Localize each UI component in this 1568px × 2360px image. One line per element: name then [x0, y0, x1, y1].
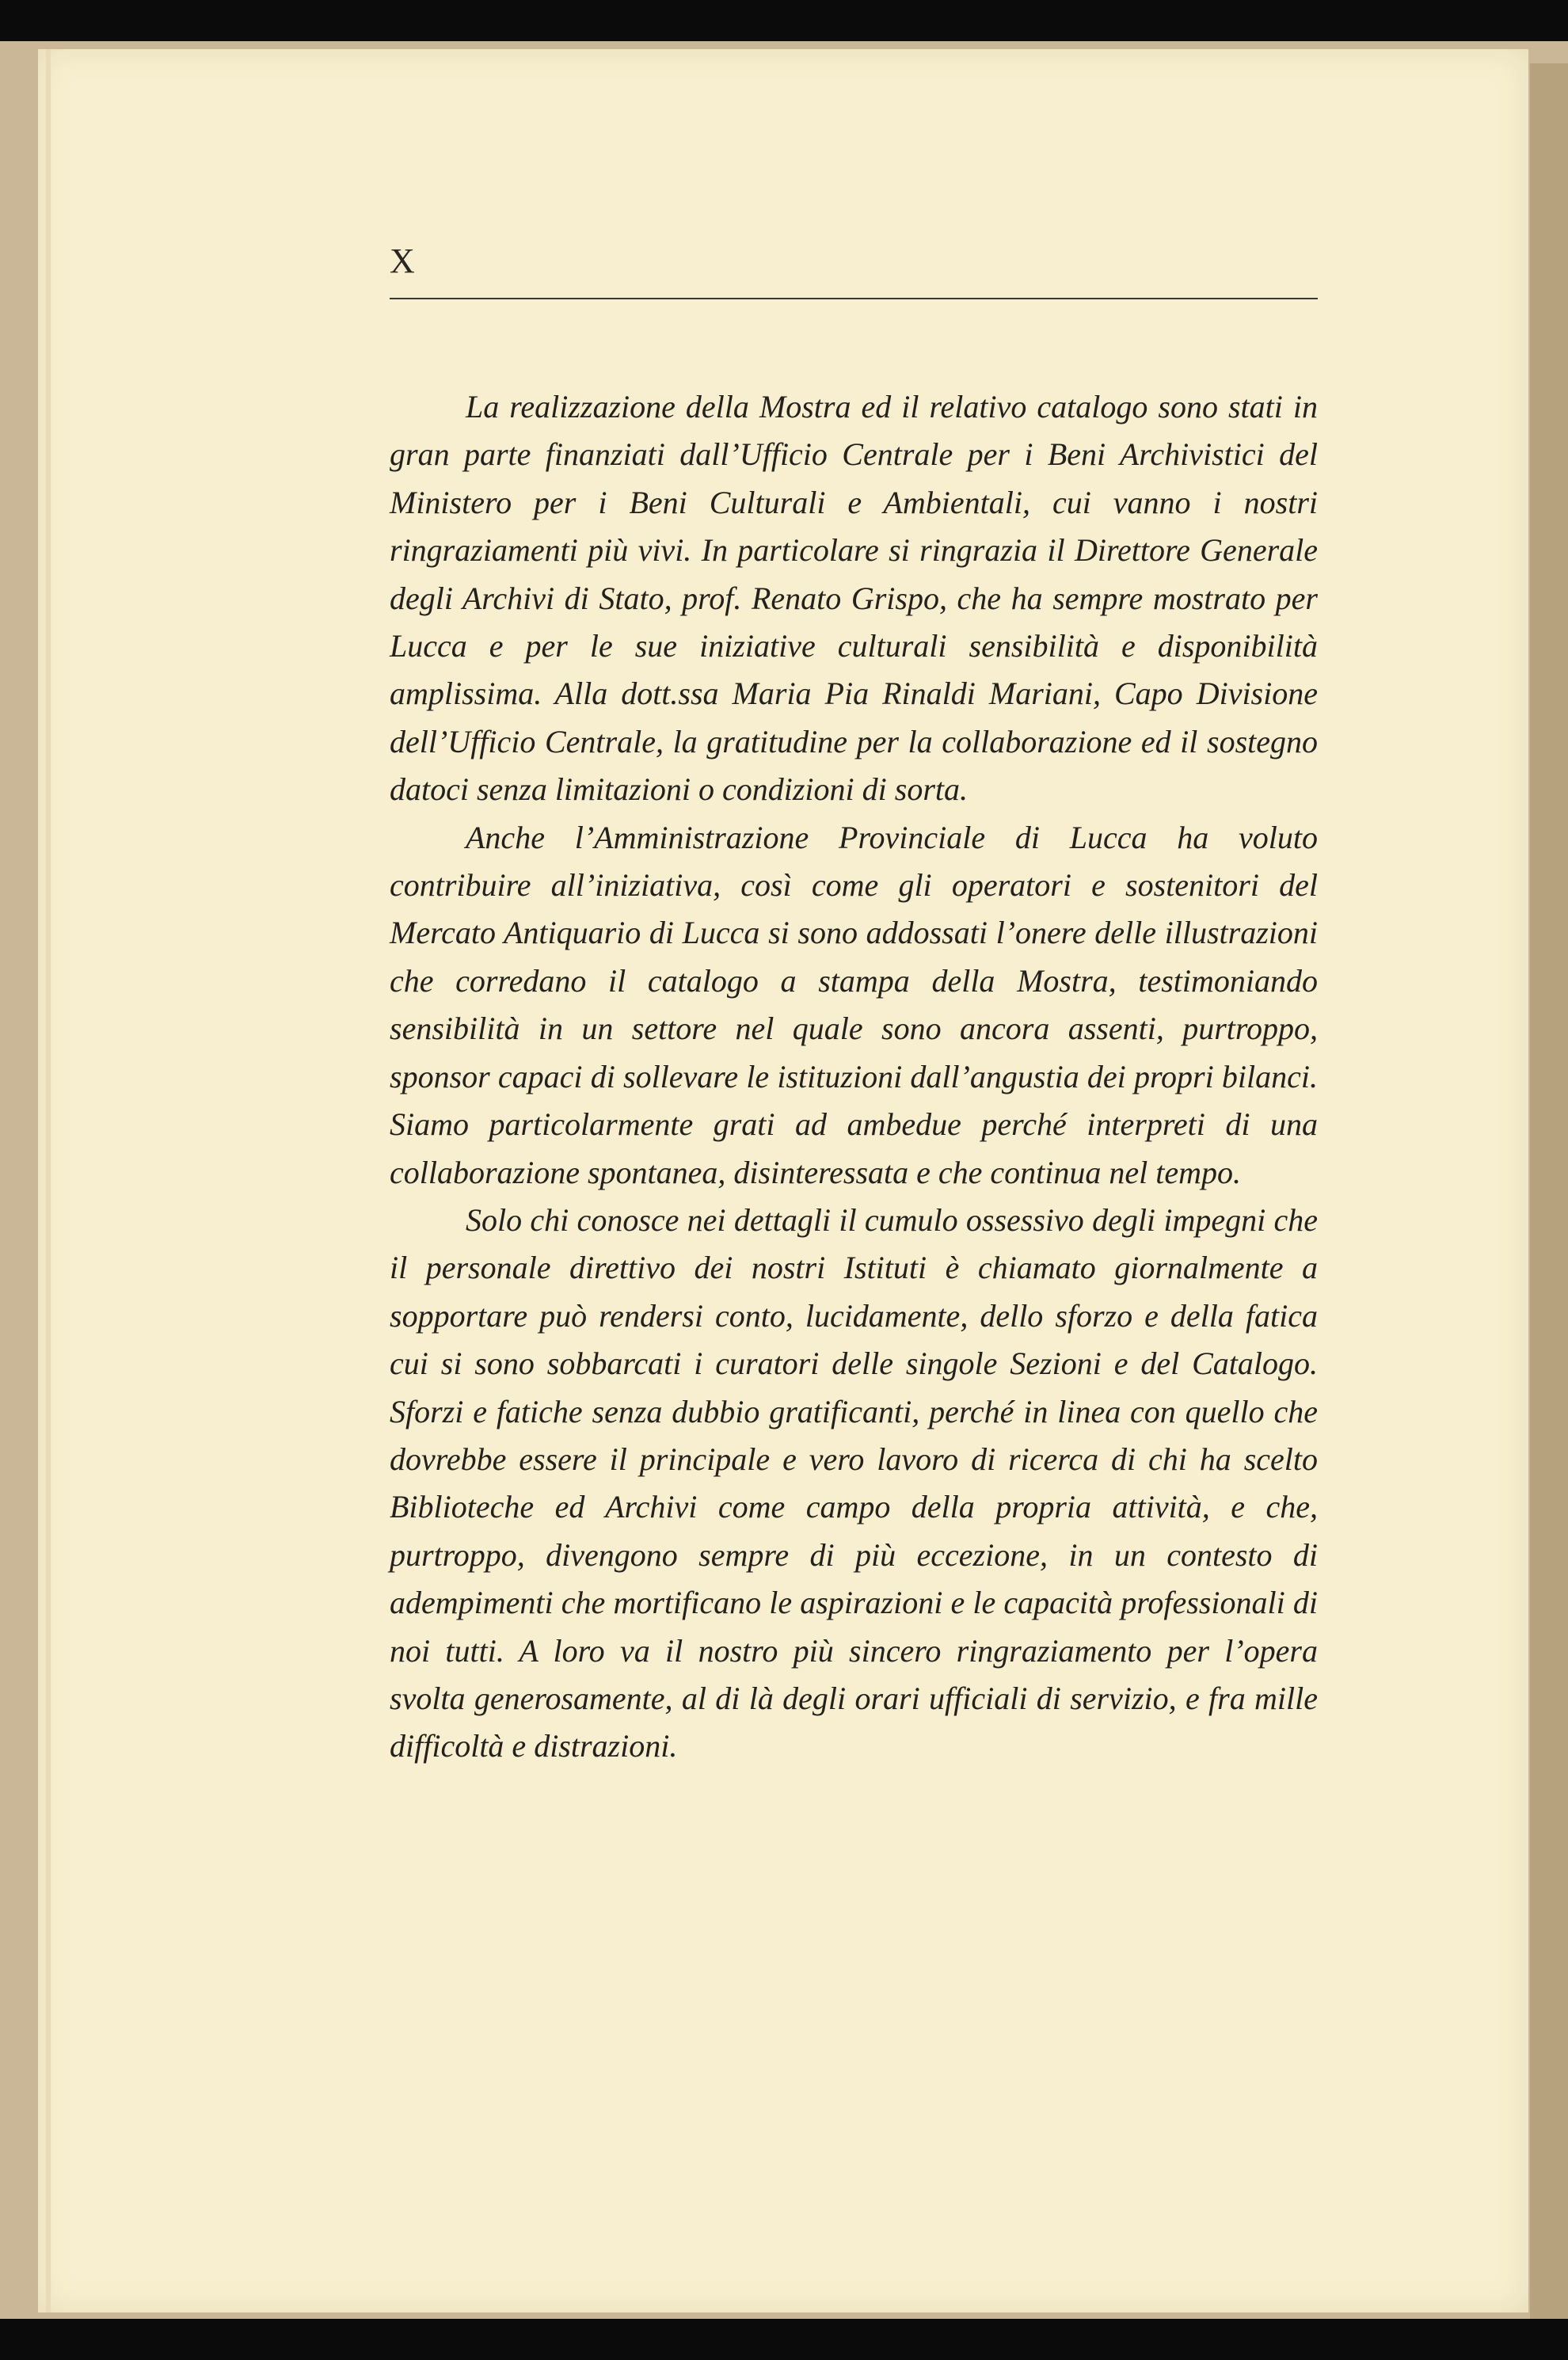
body-text — [390, 383, 1318, 1771]
page-number: X — [390, 242, 416, 280]
running-head — [390, 234, 1318, 299]
cardboard-backing-right — [1530, 63, 1568, 2319]
paragraph: La realizzazione della Mostra ed il relativo catalogo sono stati in gran parte finanziati dall’Ufficio Centrale per i Beni Archivistici del Ministero per i Beni Culturali e Ambientali, cui vanno i nostri ringraziamenti più vivi. In particolare si ringrazia il Direttore Generale degli Archivi di Stato, prof. Renato Grispo, che ha sempre mostrato per Lucca e per le sue iniziative culturali sensibilità e disponibilità amplissima. Alla dott.ssa Maria Pia Rinaldi Mariani, Capo Divisione dell’Ufficio Centrale, la gratitudine per la collaborazione ed il sostegno datoci senza limitazioni o condizioni di sorta. — [390, 389, 1318, 808]
page-edge — [46, 49, 51, 2312]
paragraph: Solo chi conosce nei dettagli il cumulo ossessivo degli impegni che il personale direttivo dei nostri Istituti è chiamato giornalmente a sopportare può rendersi conto, lucidamente, dello sforzo e della fatica cui si sono sobbarcati i curatori delle singole Sezioni e del Catalogo. Sforzi e fatiche senza dubbio gratificanti, perché in linea con quello che dovrebbe essere il principale e vero lavoro di ricerca di chi ha scelto Biblioteche ed Archivi come campo della propria attività, e che, purtroppo, divengono sempre di più eccezione, in un contesto di adempimenti che mortificano le aspirazioni e le capacità professionali di noi tutti. A loro va il nostro più sincero ringraziamento per l’opera svolta generosamente, al di là degli orari ufficiali di servizio, e fra mille difficoltà e distrazioni. — [390, 1201, 1318, 1764]
paragraph: Anche l’Amministrazione Provinciale di Lucca ha voluto contribuire all’iniziativa, così come gli operatori e sostenitori del Mercato Antiquario di Lucca si sono addossati l’onere delle illustrazioni che corredano il catalogo a stampa della Mostra, testimoniando sensibilità in un settore nel quale sono ancora assenti, purtroppo, sponsor capaci di sollevare le istituzioni dall’angustia dei propri bilanci. Siamo particolarmente grati ad ambedue perché interpreti di una collaborazione spontanea, disinteressata e che continua nel tempo. — [390, 819, 1318, 1190]
